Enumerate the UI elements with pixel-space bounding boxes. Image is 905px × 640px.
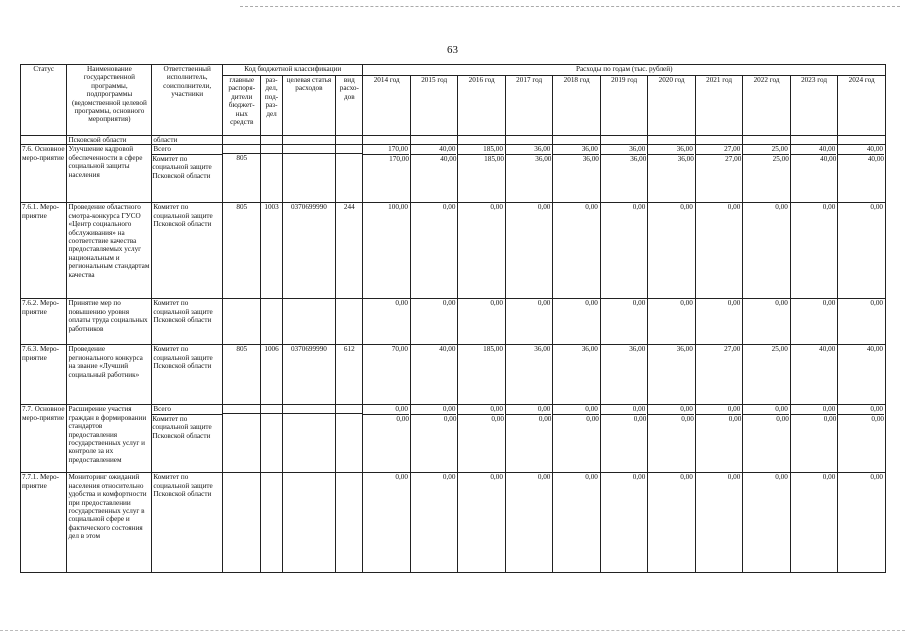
row-vr-line (336, 153, 362, 162)
row-responsible-line: Комитет по социальной защите Псковской области (153, 345, 213, 371)
row-status: 7.6. Основное меро-приятие (21, 145, 67, 203)
row-value (363, 299, 410, 345)
row-name: Расширение участия граждан в формировании стандартов предоставления государственных услуг и контроле за их предоставлением (67, 405, 152, 473)
value-cell: 25,00 (771, 345, 788, 354)
value-cell: 70,00 (391, 345, 408, 354)
header-year: 2019 год (600, 76, 647, 136)
table-row (21, 473, 886, 573)
row-status: 7.7.1. Меро-приятие (21, 473, 67, 573)
header-year: 2022 год (743, 76, 790, 136)
row-value (695, 145, 742, 203)
value-cell: 36,00 (581, 345, 598, 354)
row-value (363, 473, 410, 573)
value-cell: 40,00 (439, 145, 456, 154)
row-razdel (261, 145, 282, 203)
value-cell: 0,00 (727, 473, 741, 482)
row-value (600, 345, 647, 405)
row-grbs (223, 203, 261, 299)
row-value (838, 405, 886, 473)
row-value (410, 405, 457, 473)
value-cell: 36,00 (648, 154, 693, 164)
row-value (838, 299, 886, 345)
header-year: 2021 год (695, 76, 742, 136)
value-cell: 27,00 (724, 145, 741, 154)
row-razdel (261, 405, 282, 473)
value-cell: 185,00 (483, 145, 503, 154)
row-csr (282, 345, 336, 405)
header-name: Наименование государственной программы, подпрограммы (ведомственной целевой программы, основного мероприятия) (67, 65, 152, 136)
row-csr (282, 405, 336, 473)
row-responsible-line: Всего (153, 145, 171, 154)
scan-bottom-edge (0, 630, 905, 631)
row-razdel-line (262, 299, 280, 307)
row-grbs-line: 805 (236, 203, 248, 212)
row-responsible (152, 405, 223, 473)
row-value (505, 299, 552, 345)
row-value (695, 473, 742, 573)
row-name: Проведение областного смотра-конкурса ГУСО «Центр социального обслуживания» на соответствие качества предоставляемых услуг национальным и региональным стандартам качества (67, 203, 152, 299)
value-cell: 0,00 (870, 405, 883, 414)
value-cell: 36,00 (629, 145, 646, 154)
row-razdel (261, 345, 282, 405)
value-cell: 0,00 (791, 414, 836, 424)
row-razdel (261, 203, 282, 299)
row-grbs-line (223, 413, 260, 422)
value-cell: 0,00 (395, 473, 408, 482)
row-value (363, 145, 410, 203)
row-responsible (152, 473, 223, 573)
value-cell: 36,00 (506, 154, 551, 164)
value-cell: 0,00 (632, 473, 646, 482)
row-value (743, 299, 790, 345)
value-cell: 0,00 (458, 414, 503, 424)
row-value (790, 345, 837, 405)
header-vr: вид расхо-дов (336, 76, 363, 136)
row-value (695, 203, 742, 299)
header-csr: целевая статья расходов (282, 76, 336, 136)
row-responsible (152, 299, 223, 345)
value-cell: 40,00 (819, 345, 836, 354)
header-year: 2017 год (505, 76, 552, 136)
value-cell: 25,00 (771, 145, 788, 154)
value-cell: 0,00 (537, 473, 551, 482)
row-value (505, 203, 552, 299)
row-grbs (223, 299, 261, 345)
value-cell: 0,00 (838, 414, 884, 424)
value-cell: 36,00 (581, 145, 598, 154)
value-cell: 0,00 (775, 405, 788, 414)
value-cell: 0,00 (553, 414, 598, 424)
row-responsible-line: Комитет по социальной защите Псковской области (153, 203, 213, 229)
header-year: 2024 год (838, 76, 886, 136)
row-csr-line (283, 153, 336, 162)
value-cell: 36,00 (676, 145, 693, 154)
row-csr-line: 0370699990 (290, 203, 327, 212)
row-value (695, 345, 742, 405)
row-csr-line (284, 145, 335, 153)
row-value (600, 203, 647, 299)
row-value (600, 145, 647, 203)
row-grbs-line: 805 (236, 345, 248, 354)
value-cell: 40,00 (866, 345, 883, 354)
row-value (553, 473, 600, 573)
value-cell: 0,00 (632, 203, 646, 212)
row-value (458, 405, 505, 473)
row-csr-line (283, 413, 336, 422)
row-vr-line (337, 145, 361, 153)
row-value (363, 405, 410, 473)
value-cell: 40,00 (411, 154, 456, 164)
header-budget-code: Код бюджетной классификации (223, 65, 363, 76)
value-cell: 0,00 (680, 405, 693, 414)
value-cell: 0,00 (490, 299, 503, 308)
header-year: 2023 год (790, 76, 837, 136)
value-cell: 0,00 (585, 203, 598, 212)
row-value (648, 473, 695, 573)
value-cell: 0,00 (537, 299, 551, 308)
value-cell: 40,00 (791, 154, 836, 164)
row-name: Принятие мер по повышению уровня оплаты труда социальных работников (67, 299, 152, 345)
carry-responsible: области (152, 136, 223, 145)
row-value (648, 203, 695, 299)
value-cell: 27,00 (724, 345, 741, 354)
row-value (553, 299, 600, 345)
header-year: 2016 год (458, 76, 505, 136)
row-csr (282, 203, 336, 299)
value-cell: 0,00 (395, 405, 408, 414)
value-cell: 36,00 (534, 345, 551, 354)
row-csr (282, 145, 336, 203)
row-value (600, 473, 647, 573)
row-vr (336, 473, 363, 573)
row-csr-line: 0370699990 (290, 345, 327, 354)
value-cell: 0,00 (775, 203, 788, 212)
header-year: 2018 год (553, 76, 600, 136)
row-vr (336, 299, 363, 345)
value-cell: 40,00 (819, 145, 836, 154)
table-row (21, 345, 886, 405)
row-responsible-line: Комитет по социальной защите Псковской области (152, 414, 222, 440)
value-cell: 170,00 (363, 154, 408, 164)
row-vr (336, 345, 363, 405)
value-cell: 0,00 (395, 299, 408, 308)
value-cell: 40,00 (439, 345, 456, 354)
budget-table (20, 64, 886, 573)
row-value (553, 405, 600, 473)
header-year: 2020 год (648, 76, 695, 136)
table-row (21, 203, 886, 299)
row-status: 7.6.2. Меро-приятие (21, 299, 67, 345)
carry-over-row (21, 136, 886, 145)
value-cell: 185,00 (483, 345, 503, 354)
value-cell: 0,00 (727, 203, 741, 212)
row-name: Улучшение кадровой обеспеченности в сфере социальной защиты населения (67, 145, 152, 203)
row-grbs-line (224, 299, 259, 307)
value-cell: 36,00 (553, 154, 598, 164)
table-body (21, 136, 886, 573)
value-cell: 0,00 (870, 203, 883, 212)
row-razdel-line (261, 153, 281, 162)
row-csr (282, 473, 336, 573)
row-responsible (152, 203, 223, 299)
scan-top-edge (240, 6, 900, 7)
row-value (743, 405, 790, 473)
row-value (363, 345, 410, 405)
header-year: 2015 год (410, 76, 457, 136)
value-cell: 0,00 (490, 405, 503, 414)
value-cell: 0,00 (506, 414, 551, 424)
row-razdel-line: 1006 (264, 345, 279, 354)
value-cell: 36,00 (534, 145, 551, 154)
row-responsible-line: Комитет по социальной защите Псковской области (153, 299, 213, 325)
row-value (790, 405, 837, 473)
value-cell: 170,00 (388, 145, 408, 154)
table-header (21, 65, 886, 136)
value-cell: 0,00 (648, 414, 693, 424)
row-value (743, 203, 790, 299)
row-razdel-line (262, 473, 280, 481)
row-csr-line (284, 299, 335, 307)
value-cell: 0,00 (870, 473, 883, 482)
value-cell: 0,00 (680, 299, 693, 308)
value-cell: 0,00 (696, 414, 741, 424)
row-grbs (223, 345, 261, 405)
row-value (410, 203, 457, 299)
row-value (648, 299, 695, 345)
row-value (505, 345, 552, 405)
row-grbs (223, 405, 261, 473)
value-cell: 0,00 (870, 299, 883, 308)
row-name: Мониторинг ожиданий населения относительно удобства и комфортности при предоставлении государственных услуг в социальной сфере и фактического состояния дел в этом (67, 473, 152, 573)
value-cell: 0,00 (743, 414, 788, 424)
row-responsible-line: Комитет по социальной защите Псковской области (152, 154, 222, 180)
value-cell: 100,00 (388, 203, 408, 212)
value-cell: 0,00 (585, 473, 598, 482)
row-status: 7.6.3. Меро-приятие (21, 345, 67, 405)
header-expenses: Расходы по годам (тыс. рублей) (363, 65, 886, 76)
row-value (790, 203, 837, 299)
value-cell: 0,00 (822, 203, 836, 212)
value-cell: 0,00 (490, 473, 503, 482)
row-value (410, 299, 457, 345)
row-value (790, 299, 837, 345)
row-value (838, 203, 886, 299)
row-vr (336, 203, 363, 299)
value-cell: 25,00 (743, 154, 788, 164)
value-cell: 0,00 (411, 414, 456, 424)
row-responsible (152, 345, 223, 405)
row-grbs-line (224, 405, 259, 413)
row-vr-line: 612 (343, 345, 355, 354)
row-name: Проведение регионального конкурса на звание «Лучший социальный работник» (67, 345, 152, 405)
row-value (838, 345, 886, 405)
row-grbs (223, 145, 261, 203)
row-status: 7.7. Основное меро-приятие (21, 405, 67, 473)
value-cell: 40,00 (866, 145, 883, 154)
value-cell: 0,00 (585, 405, 598, 414)
row-razdel (261, 299, 282, 345)
row-value (790, 145, 837, 203)
row-value (458, 145, 505, 203)
row-vr-line (337, 473, 361, 481)
table-row (21, 299, 886, 345)
row-csr-line (284, 405, 335, 413)
header-grbs: главные распоря-дители бюджет-ных средств (223, 76, 261, 136)
row-razdel-line (262, 145, 280, 153)
row-value (648, 345, 695, 405)
value-cell: 0,00 (442, 405, 456, 414)
header-responsible: Ответственный исполнитель, соисполнители, участники (152, 65, 223, 136)
value-cell: 0,00 (363, 414, 408, 424)
value-cell: 36,00 (676, 345, 693, 354)
row-value (743, 145, 790, 203)
value-cell: 0,00 (442, 299, 456, 308)
row-razdel-line: 1003 (264, 203, 279, 212)
value-cell: 0,00 (442, 203, 456, 212)
row-grbs-line (224, 473, 259, 481)
row-value (648, 145, 695, 203)
value-cell: 0,00 (822, 299, 836, 308)
row-value (838, 473, 886, 573)
row-value (410, 145, 457, 203)
value-cell: 40,00 (838, 154, 884, 164)
row-value (458, 203, 505, 299)
value-cell: 0,00 (601, 414, 646, 424)
row-value (743, 473, 790, 573)
row-value (695, 405, 742, 473)
value-cell: 0,00 (822, 473, 836, 482)
row-responsible (152, 145, 223, 203)
row-value (695, 299, 742, 345)
row-value (410, 473, 457, 573)
row-value (790, 473, 837, 573)
row-value (458, 299, 505, 345)
value-cell: 0,00 (727, 299, 741, 308)
row-value (648, 405, 695, 473)
value-cell: 0,00 (537, 405, 551, 414)
row-value (600, 405, 647, 473)
page-number: 63 (447, 44, 458, 56)
table-row (21, 145, 886, 203)
row-vr-line (337, 405, 361, 413)
carry-name: Псковской области (67, 136, 152, 145)
row-value (363, 203, 410, 299)
row-vr (336, 145, 363, 203)
row-value (553, 145, 600, 203)
header-razdel: раз-дел, под-раз-дел (261, 76, 282, 136)
value-cell: 0,00 (632, 405, 646, 414)
value-cell: 0,00 (680, 473, 693, 482)
row-vr-line (337, 299, 361, 307)
value-cell: 0,00 (775, 473, 788, 482)
value-cell: 0,00 (680, 203, 693, 212)
row-value (458, 345, 505, 405)
row-razdel (261, 473, 282, 573)
table-row (21, 405, 886, 473)
row-vr (336, 405, 363, 473)
row-value (458, 473, 505, 573)
row-status: 7.6.1. Меро-приятие (21, 203, 67, 299)
row-value (505, 473, 552, 573)
row-value (505, 145, 552, 203)
value-cell: 0,00 (585, 299, 598, 308)
row-value (600, 299, 647, 345)
row-value (743, 345, 790, 405)
row-grbs-line: 805 (223, 153, 260, 162)
row-value (553, 345, 600, 405)
row-responsible-line: Всего (153, 405, 171, 414)
row-csr (282, 299, 336, 345)
header-year: 2014 год (363, 76, 410, 136)
value-cell: 0,00 (727, 405, 741, 414)
row-responsible-line: Комитет по социальной защите Псковской области (153, 473, 213, 499)
row-value (838, 145, 886, 203)
value-cell: 36,00 (629, 345, 646, 354)
value-cell: 0,00 (537, 203, 551, 212)
value-cell: 0,00 (490, 203, 503, 212)
row-vr-line: 244 (343, 203, 355, 212)
row-razdel-line (261, 413, 281, 422)
value-cell: 0,00 (822, 405, 836, 414)
row-csr-line (284, 473, 335, 481)
value-cell: 27,00 (696, 154, 741, 164)
row-value (505, 405, 552, 473)
header-status: Статус (21, 65, 67, 136)
row-value (553, 203, 600, 299)
row-grbs (223, 473, 261, 573)
row-vr-line (336, 413, 362, 422)
row-value (410, 345, 457, 405)
row-razdel-line (262, 405, 280, 413)
value-cell: 36,00 (601, 154, 646, 164)
value-cell: 0,00 (775, 299, 788, 308)
row-grbs-line (224, 145, 259, 153)
value-cell: 0,00 (632, 299, 646, 308)
value-cell: 0,00 (442, 473, 456, 482)
value-cell: 185,00 (458, 154, 503, 164)
